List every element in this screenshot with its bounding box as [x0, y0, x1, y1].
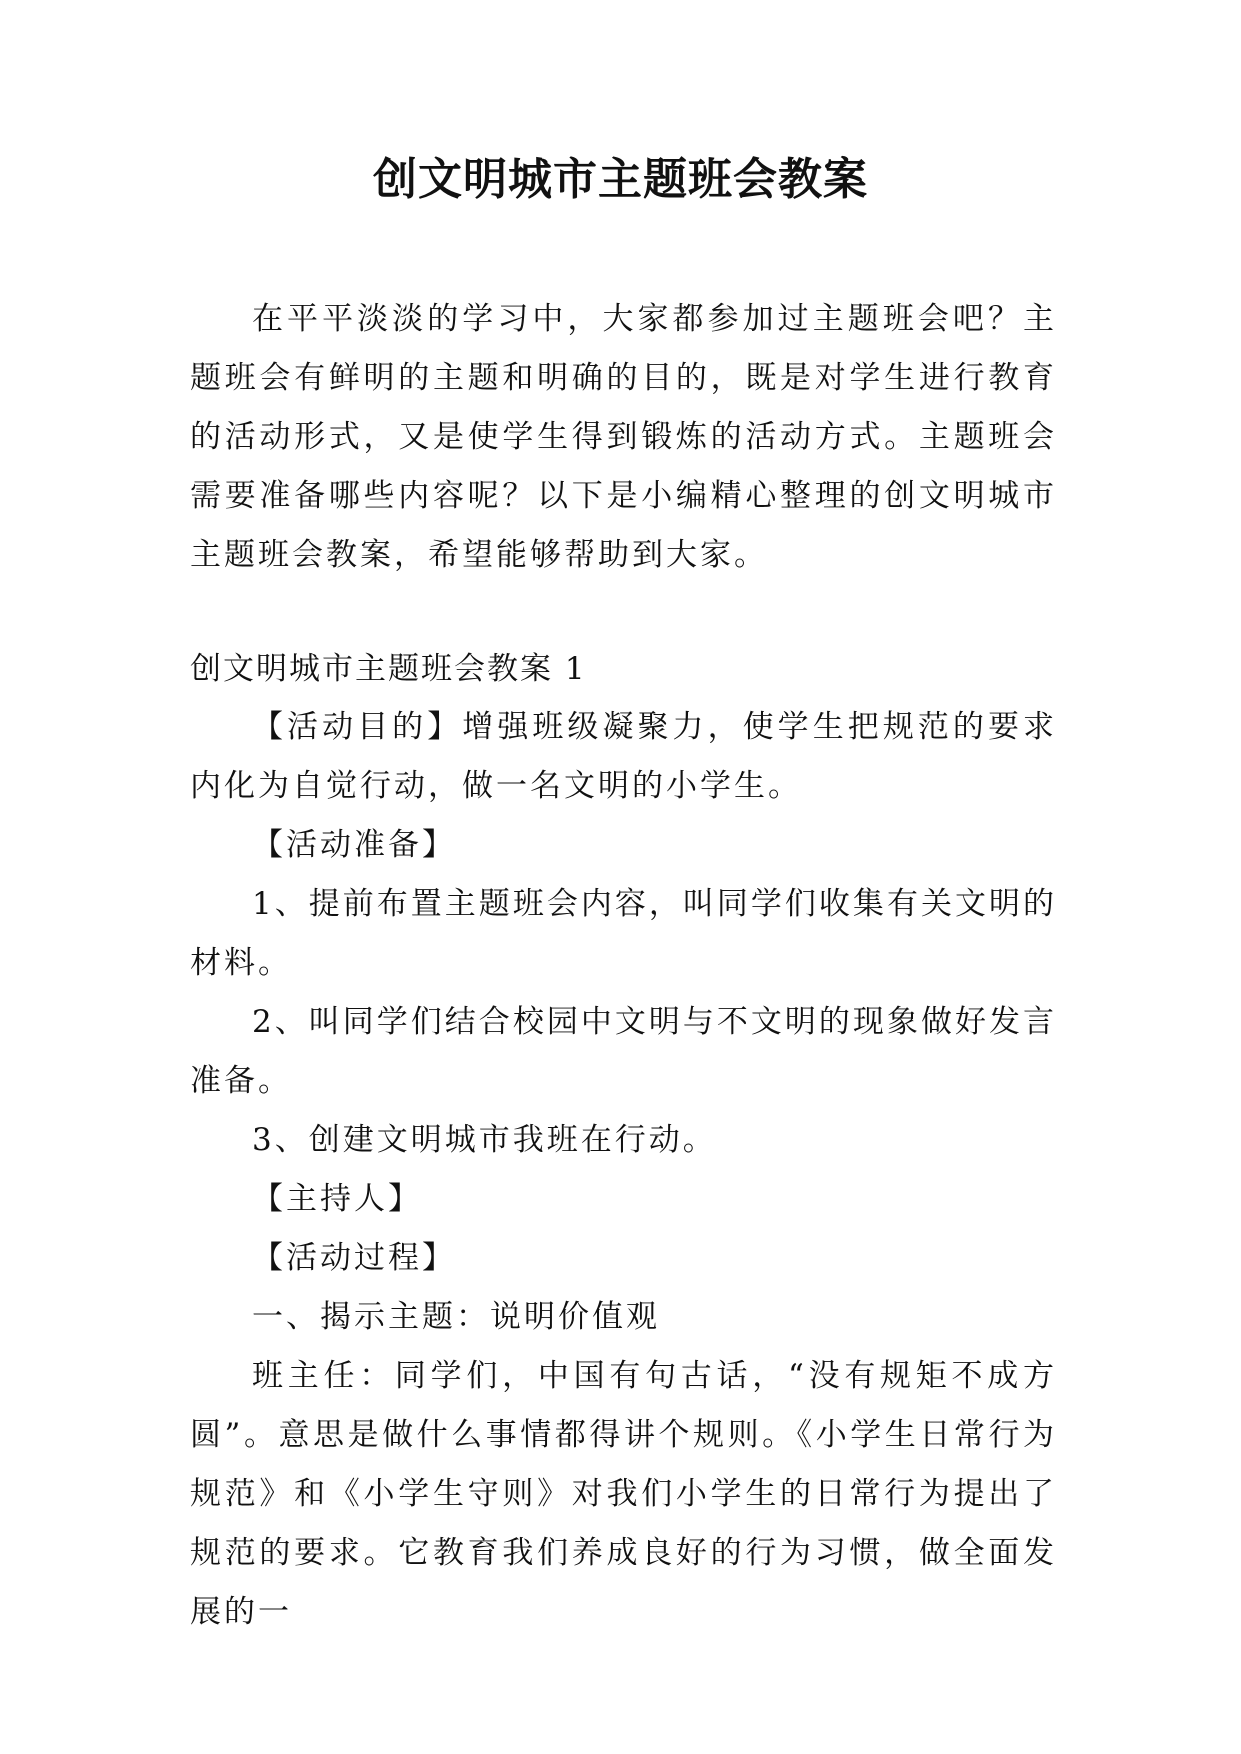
paragraph-activity-prep-heading: 【活动准备】: [252, 827, 456, 863]
document-title: 创文明城市主题班会教案: [373, 154, 868, 205]
paragraph-host-heading: 【主持人】: [252, 1181, 422, 1217]
paragraph-step-1-heading: 一、揭示主题：说明价值观: [252, 1299, 660, 1335]
paragraph-prep-item-2: 2、叫同学们结合校园中文明与不文明的现象做好发言准备。: [190, 1004, 1057, 1099]
paragraph-activity-goal: 【活动目的】增强班级凝聚力，使学生把规范的要求内化为自觉行动，做一名文明的小学生。: [190, 709, 1057, 804]
paragraph-prep-item-3: 3、创建文明城市我班在行动。: [252, 1122, 717, 1158]
paragraph-process-heading: 【活动过程】: [252, 1240, 456, 1276]
paragraph-prep-item-1: 1、提前布置主题班会内容，叫同学们收集有关文明的材料。: [190, 886, 1057, 981]
section-heading: 创文明城市主题班会教案 1: [190, 651, 587, 687]
paragraph-teacher-speech: 班主任：同学们，中国有句古话，“没有规矩不成方圆”。意思是做什么事情都得讲个规则。《小学生日常行为规范》和《小学生守则》对我们小学生的日常行为提出了规范的要求。它教育我们养成良好的行为习惯，做全面发展的一: [190, 1358, 1057, 1630]
intro-paragraph: 在平平淡淡的学习中，大家都参加过主题班会吧？主题班会有鲜明的主题和明确的目的，既是对学生进行教育的活动形式，又是使学生得到锻炼的活动方式。主题班会需要准备哪些内容呢？以下是小编精心整理的创文明城市主题班会教案，希望能够帮助到大家。: [190, 301, 1057, 573]
